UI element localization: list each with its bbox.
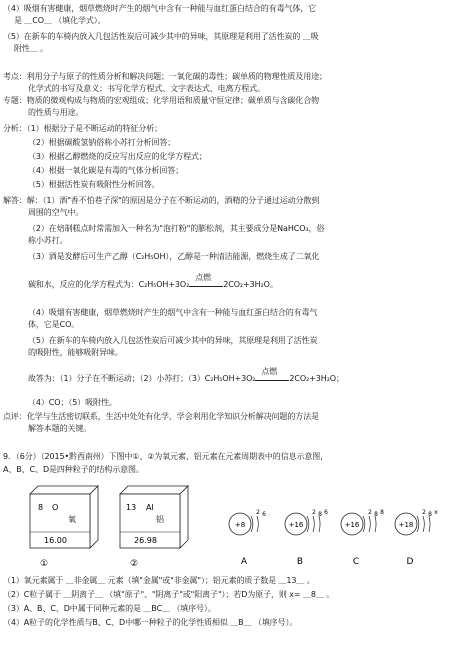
text-line: （5）在新车的车椅内放入几包活性炭后可减少其中的异味，其原理是利用了活性炭的 ＿吸 <box>3 32 319 41</box>
text-line: 体，它是CO。 <box>28 320 80 329</box>
shell-electrons: 2 <box>312 509 316 516</box>
text-line: 周围的空气中。 <box>28 208 84 217</box>
shell-electrons: x <box>434 509 438 516</box>
reaction-condition: 点燃 <box>195 273 212 282</box>
element-number: 8 <box>38 503 44 512</box>
text-line: （4）A粒子的化学性质与B、C、D中哪一种粒子的化学性质相似 ＿B＿ （填序号）。 <box>3 618 298 627</box>
element-card-aluminum <box>120 486 188 569</box>
text-line: （5）根据活性炭有吸附性分析回答。 <box>28 180 160 189</box>
shell-electrons: 2 <box>368 509 372 516</box>
text-line: （2）在焙制糕点时常需加入一种名为"泡打粉"的膨松剂，其主要成分是NaHCO₃，俗 <box>28 224 325 233</box>
element-number: 13 <box>126 503 137 512</box>
shell-electrons: 2 <box>422 509 426 516</box>
shell-electrons: 8 <box>374 511 378 518</box>
particle-d <box>395 509 438 567</box>
text-line: 是 ＿CO＿ （填化学式）。 <box>14 16 106 25</box>
summary-reaction-condition: 点燃 <box>261 367 278 376</box>
text-line: （2）根据碳酸氢钠俗称小苏打分析回答； <box>28 138 176 147</box>
particle-b <box>285 509 328 567</box>
shell-electrons: 6 <box>324 509 328 516</box>
shell-electrons: 8 <box>318 511 322 518</box>
equation-products: 2CO₂+3H₂O。 <box>223 280 278 289</box>
text-line: 解答：解：（1）酒"香不怕巷子深"的原因是分子在不断运动的，酒精的分子通过运动分散到 <box>3 196 320 205</box>
text-line: （4）吸烟有害健康，烟草燃烧时产生的烟气中含有一种能与血红蛋白结合的有毒气 <box>28 308 318 317</box>
equation-intro: 碳和水，反应的化学方程式为：C₂H₅OH+3O₂ <box>28 280 190 289</box>
reaction-arrow <box>189 273 223 290</box>
nucleus-charge: +16 <box>344 521 360 529</box>
element-card-oxygen <box>30 486 98 569</box>
particle-a <box>229 509 266 567</box>
text-line: （2）C粒子属于 ＿阴离子＿ （填"原子"、"阴离子"或"阳离子"）；若D为原子，则 x= ＿8＿ 。 <box>3 590 335 599</box>
text-line: 的吸附性，能够吸附异味。 <box>28 348 123 357</box>
text-line: 的性质与用途。 <box>28 108 84 117</box>
element-symbol: O <box>52 503 59 512</box>
shell-electrons: 8 <box>428 511 432 518</box>
card-label: ① <box>40 559 49 569</box>
element-mass: 16.00 <box>44 536 67 545</box>
text-line: （4）CO；（5）吸附性。 <box>28 398 117 407</box>
text-line: 解答本题的关键。 <box>28 424 92 433</box>
nucleus-charge: +8 <box>234 521 246 529</box>
text-line: 9．（6分）（2015•黔西南州）下图中①、②为氧元素、铝元素在元素周期表中的信息示意图， <box>3 452 329 461</box>
particle-c <box>341 509 384 567</box>
text-line: 考点：利用分子与原子的性质分析和解决问题；一氧化碳的毒性；碳单质的物理性质及用途； <box>3 72 327 81</box>
nucleus-charge: +16 <box>288 521 304 529</box>
text-line: 点评：化学与生活密切联系，生活中处处有化学，学会利用化学知识分析解决问题的方法是 <box>3 412 319 421</box>
equation-line-q3 <box>28 273 278 290</box>
text-line: A、B、C、D是四种粒子的结构示意图。 <box>3 465 144 474</box>
summary-reaction-arrow <box>255 367 289 384</box>
shell-electrons: 6 <box>262 511 266 518</box>
text-line: （3）根据乙醇燃烧的反应写出反应的化学方程式； <box>28 152 207 161</box>
text-line: （5）在新车的车椅内放入几包活性炭后可减少其中的异味，其原理是利用了活性炭 <box>28 336 318 345</box>
text-line: 附性＿ 。 <box>14 44 49 53</box>
answer-summary-products: 2CO₂+3H₂O； <box>289 374 344 383</box>
question-figure <box>0 472 462 582</box>
shell-electrons: 2 <box>256 509 260 516</box>
nucleus-charge: +18 <box>398 521 414 529</box>
text-line: （4）吸烟有害健康，烟草燃烧时产生的烟气中含有一种能与血红蛋白结合的有毒气体，它 <box>3 4 317 13</box>
particle-label: C <box>352 557 360 567</box>
shell-electrons: 8 <box>380 509 384 516</box>
answer-summary-line <box>28 367 344 384</box>
text-line: 专题：物质的微观构成与物质的宏观组成；化学用语和质量守恒定律；碳单质与含碳化合物 <box>3 96 319 105</box>
text-line: 称小苏打。 <box>28 236 68 245</box>
text-line: （3）A、B、C、D中属于同种元素的是 ＿BC＿ （填序号）。 <box>3 604 216 613</box>
text-line: （1）氧元素属于 ＿非金属＿ 元素（填"金属"或"非金属"）；铝元素的质子数是 ＿13＿ 。 <box>3 576 315 585</box>
element-name: 铝 <box>156 515 164 524</box>
element-name: 氧 <box>68 515 76 524</box>
element-mass: 26.98 <box>134 536 157 545</box>
particle-label: A <box>240 557 248 567</box>
text-line: （3）酒是发酵后可生产乙醇（C₂H₅OH），乙醇是一种清洁能源，燃烧生成了二氧化 <box>28 252 320 261</box>
particle-label: D <box>406 557 414 567</box>
particle-diagrams <box>229 509 438 567</box>
element-symbol: Al <box>146 503 154 512</box>
card-label: ② <box>130 559 139 569</box>
text-line: 化学式的书写及意义；书写化学方程式、文字表达式、电离方程式。 <box>28 84 265 93</box>
answer-summary-prefix: 故答为：（1）分子在不断运动；（2）小苏打；（3）C₂H₅OH+3O₂ <box>28 374 256 383</box>
particle-label: B <box>296 557 304 567</box>
text-line: 分析：（1）根据分子是不断运动的特征分析； <box>3 124 162 133</box>
text-line: （4）根据一氧化碳是有毒的气体分析回答； <box>28 166 184 175</box>
